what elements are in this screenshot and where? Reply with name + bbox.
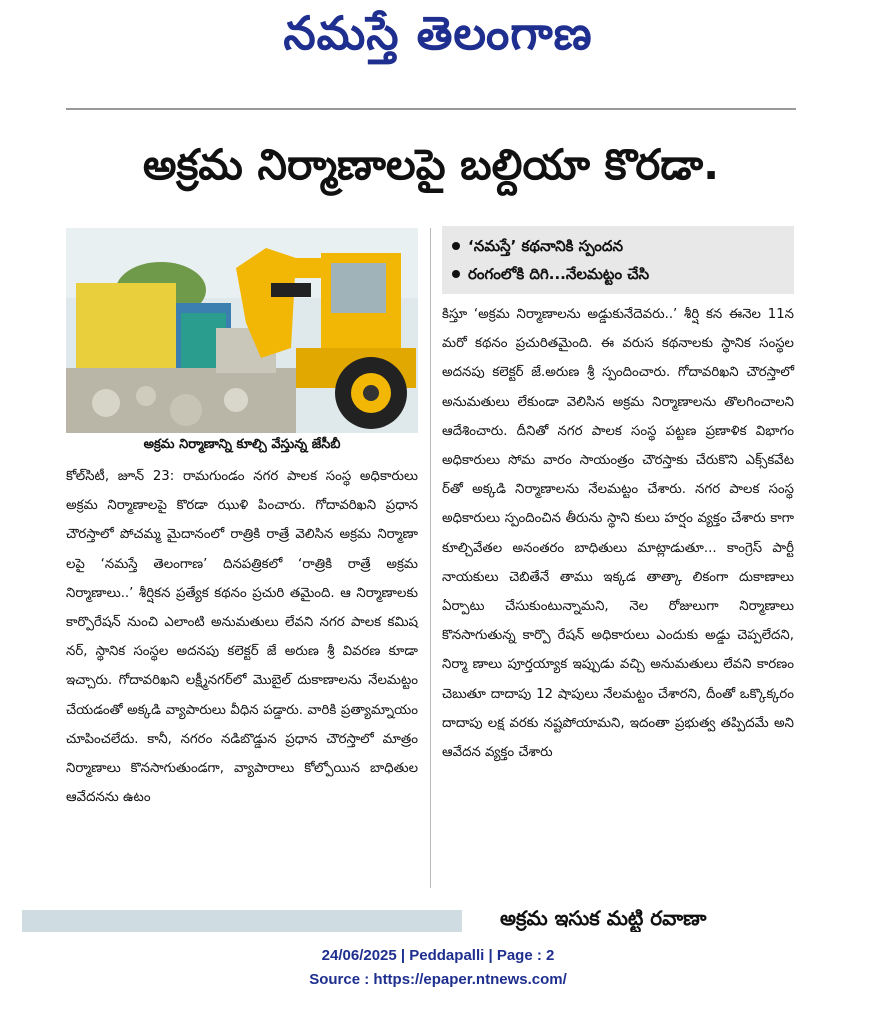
article-photo [66, 228, 418, 433]
highlight-item [452, 232, 784, 260]
article-body-left [66, 462, 418, 812]
next-article-headline: అక్రమ ఇసుక మట్టి రవాణా [500, 906, 707, 930]
column-divider [430, 228, 431, 888]
page-footer [0, 944, 876, 992]
highlight-text: రంగంలోకి దిగి...నేలమట్టం చేసి [468, 265, 650, 283]
highlight-text: ‘నమస్తే’ కథనానికి స్పందన [468, 237, 623, 255]
article-body-right [442, 300, 794, 767]
bullet-icon [452, 242, 460, 250]
article-headline: అక్రమ నిర్మాణాలపై బల్దియా కొరడా. [142, 140, 720, 189]
photo-caption: అక్రమ నిర్మాణాన్ని కూల్చి వేస్తున్న జేసీబీ [143, 437, 341, 452]
highlights-box [442, 226, 794, 294]
next-article-image [22, 910, 462, 932]
highlight-item [452, 260, 784, 288]
newspaper-title: నమస్తే తెలంగాణ [283, 6, 593, 60]
masthead [0, 0, 876, 78]
bullet-icon [452, 270, 460, 278]
body-text-left: కోల్‌సిటీ, జూన్ 23: రామగుండం నగర పాలక సంస్థ అధికారులు అక్రమ నిర్మాణాలపై కొరడా ఝుళి పించారు. గోదావరిఖని ప్రధాన చౌరస్తాలో పోచమ్మ మైదానంలో రాత్రికి రాత్రే వెలిసిన అక్రమ నిర్మాణా లపై ‘నమస్తే తెలంగాణ’ దినపత్రికలో ‘రాత్రికి రాత్రే అక్రమ నిర్మాణాలు..’ శీర్షికన ప్రత్యేక కథనం ప్రచురి తమైంది. ఆ నిర్మాణాలకు కార్పొరేషన్ నుంచి ఎలాంటి అనుమతులు లేవని నగర పాలక కమిష నర్, స్థానిక సంస్థల అదనపు కలెక్టర్ జే అరుణ శ్రీ వివరణ కూడా ఇచ్చారు. గోదావరిఖని లక్ష్మీనగర్‌లో మొబైల్ దుకాణాలను నేలమట్టం చేయడంతో అక్కడి వ్యాపారులు వీధిన పడ్డారు. వారికి ప్రత్యామ్నాయం చూపించలేదు. కానీ, నగరం నడిబొడ్డున ప్రధాన చౌరస్తాలో మాత్రం నిర్మాణాలు కొనసాగుతుండగా, వ్యాపారాలు కోల్పోయిన బాధితుల ఆవేదనను ఉటం [66, 469, 418, 806]
body-text-right: కిస్తూ ‘అక్రమ నిర్మాణాలను అడ్డుకునేదెవరు..’ శీర్షి కన ఈనెల 11న మరో కథనం ప్రచురితమైంది. ఈ వరుస కథనాలకు స్థానిక సంస్థల అదనపు కలెక్టర్ జే.అరుణ శ్రీ స్పందించారు. గోదావరిఖని చౌరస్తాలో అనుమతులు లేకుండా వెలిసిన అక్రమ నిర్మాణాలను తొలగించాలని ఆదేశించారు. దీనితో నగర పాలక సంస్థ పట్టణ ప్రణాళిక విభాగం అధికారులు సోమ వారం సాయంత్రం చౌరస్తాకు చేరుకొని ఎక్స్‌కవేట ర్‌తో అక్కడి నిర్మాణాలను నేలమట్టం చేశారు. నగర పాలక సంస్థ అధికారులు స్పందించిన తీరును స్థాని కులు హర్షం వ్యక్తం చేశారు కాగా కూల్చివేతల అనంతరం బాధితులు మాట్లాడుతూ... కాంగ్రెస్ పార్టీ నాయకులు చెబితేనే తాము ఇక్కడ తాత్కా లికంగా దుకాణాలు ఏర్పాటు చేసుకుంటున్నామని, నెల రోజులుగా నిర్మాణాలు కొనసాగుతున్న కార్పొ రేషన్ అధికారులు ఎందుకు అడ్డు చెప్పలేదని, నిర్మా ణాలు పూర్తయ్యాక ఇప్పుడు వచ్చి అనుమతులు లేవని కారణం చెబుతూ దాదాపు 12 షాపులు నేలమట్టం చేశారని, దీంతో ఒక్కొక్కరం దాదాపు లక్ష వరకు నష్టపోయామని, ఇదంతా ప్రభుత్వ తప్పిదమే అని ఆవేదన వ్యక్తం చేశారు [442, 307, 794, 761]
header-rule [66, 108, 796, 110]
footer-source-link[interactable]: Source : https://epaper.ntnews.com/ [309, 971, 567, 988]
footer-date-edition: 24/06/2025 | Peddapalli | Page : 2 [321, 947, 555, 964]
jcb-demolition-image [66, 228, 418, 433]
